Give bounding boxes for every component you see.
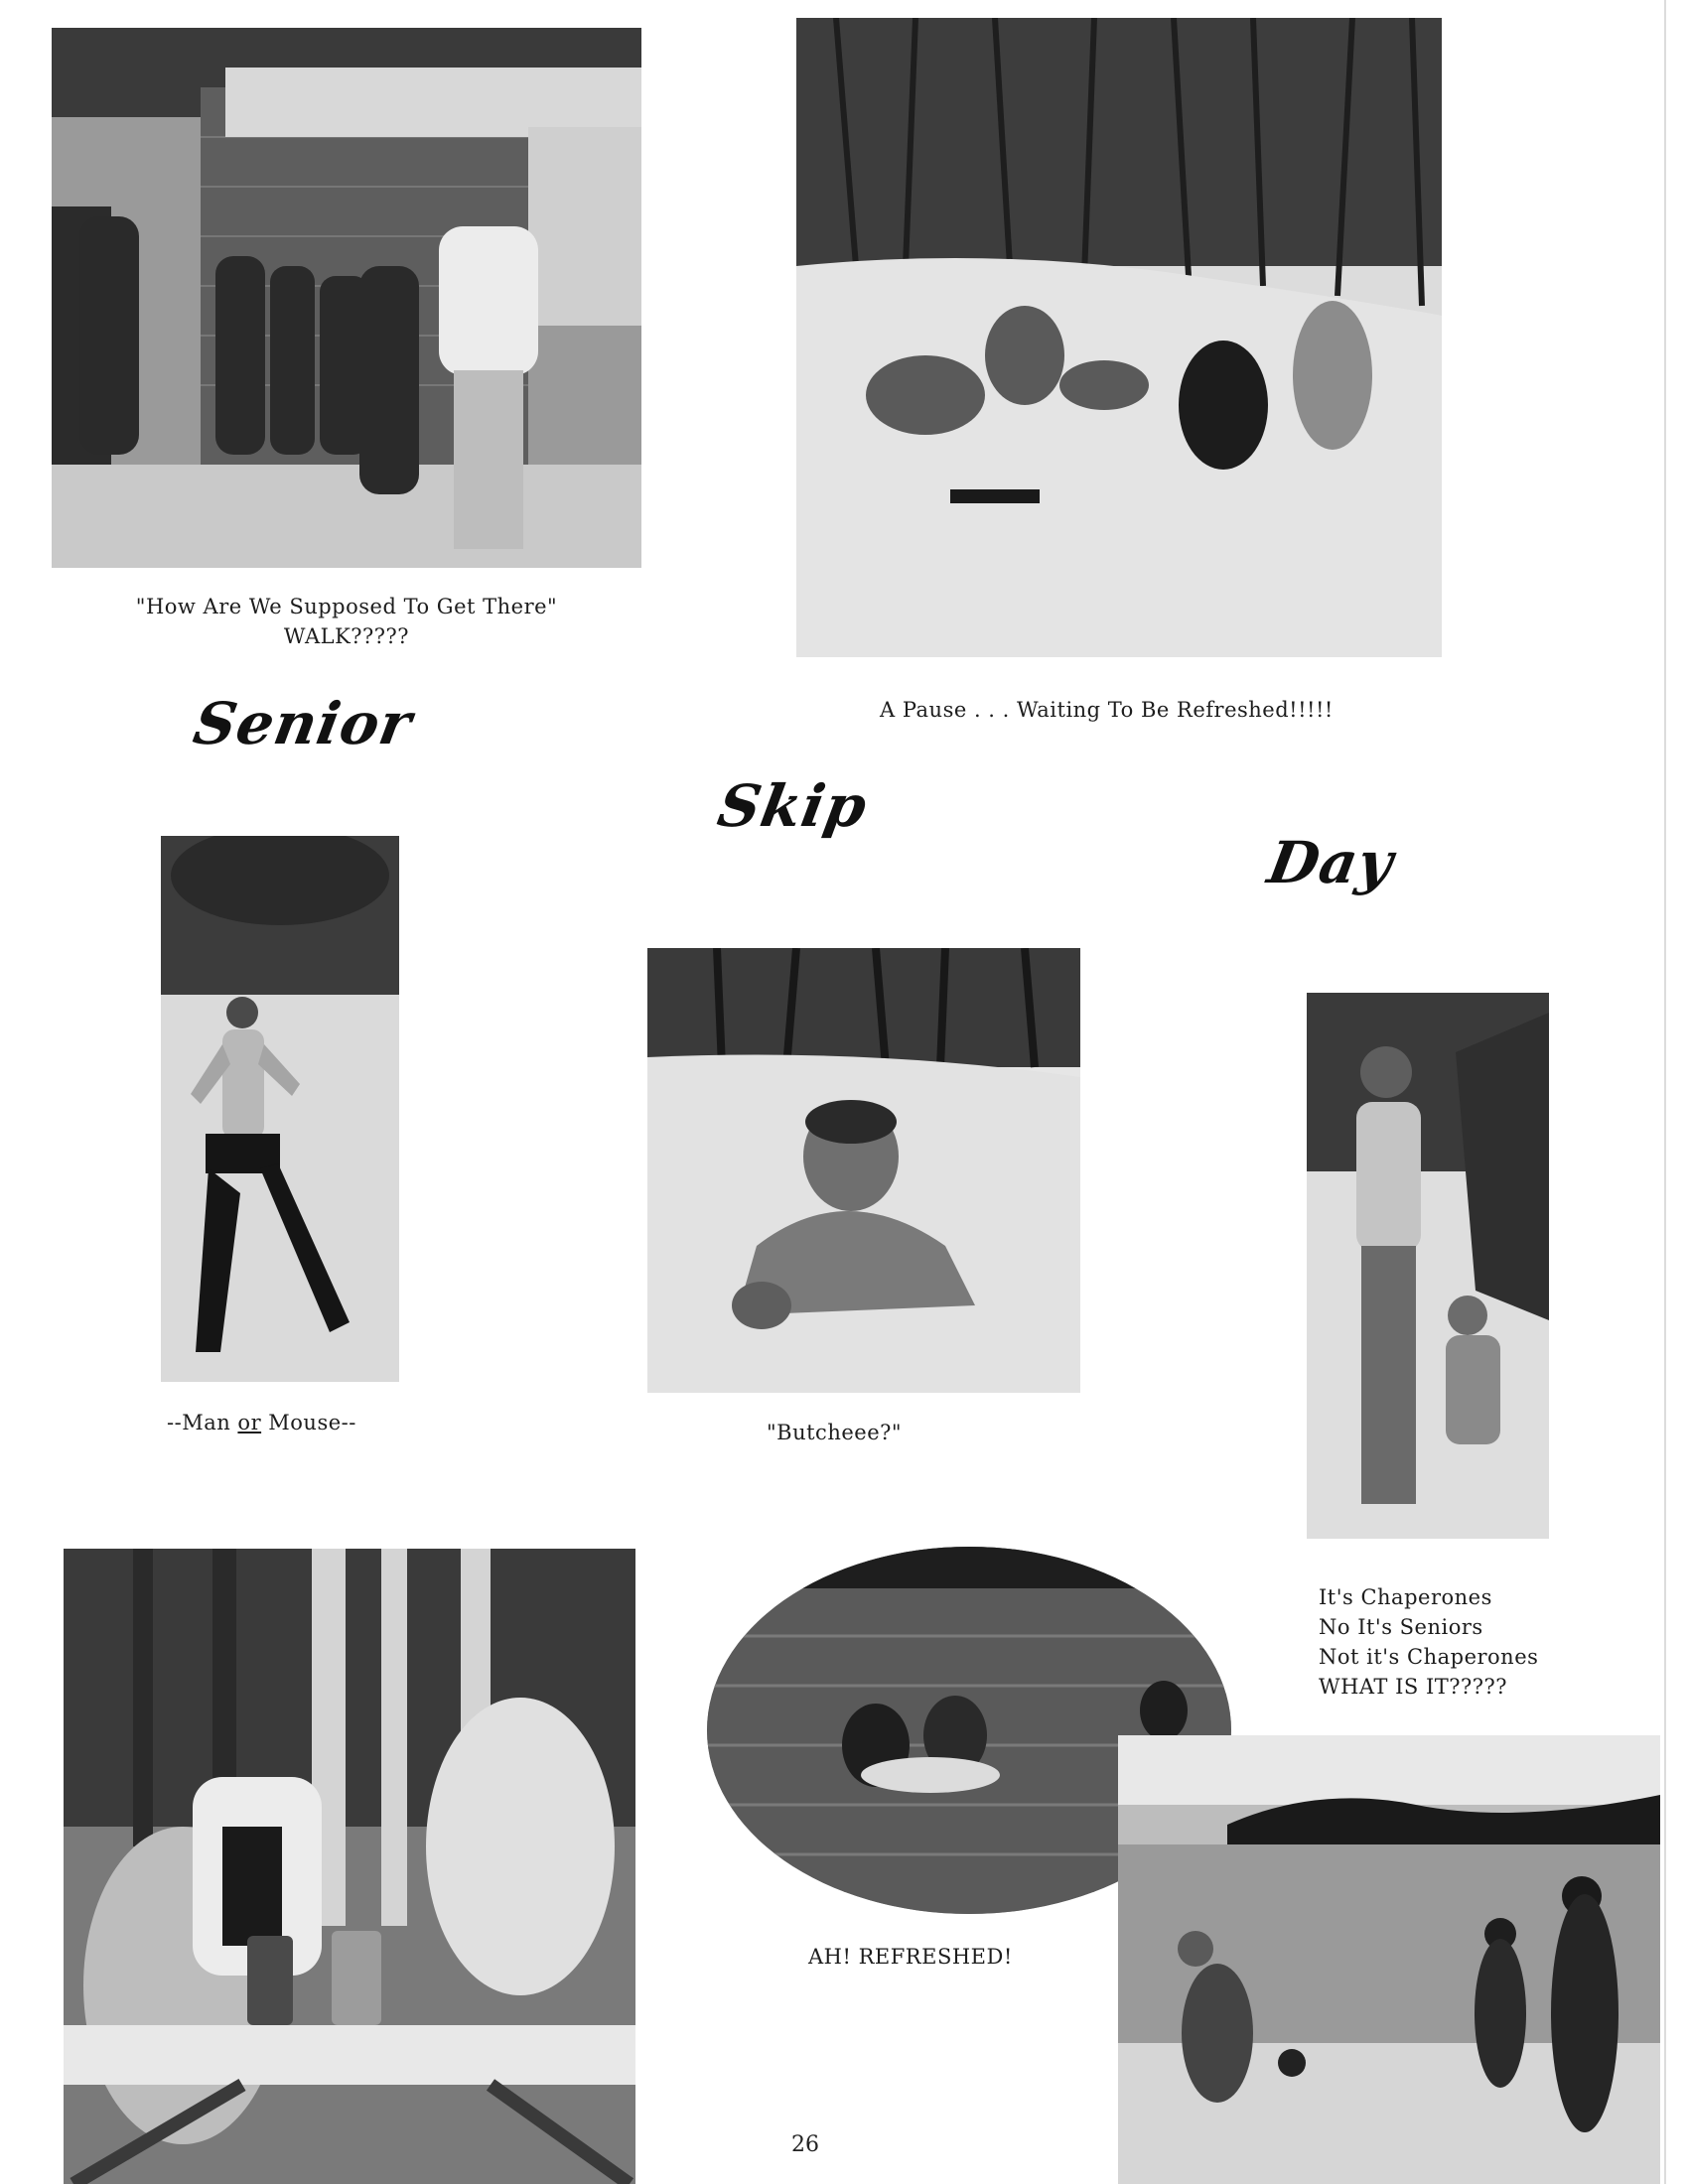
photo-butcheee xyxy=(647,948,1080,1393)
caption-pause: A Pause . . . Waiting To Be Refreshed!!!!! xyxy=(880,698,1334,722)
caption-chaperones-line1: It's Chaperones xyxy=(1319,1585,1492,1609)
caption-walk-line1: "How Are We Supposed To Get There" xyxy=(135,595,558,618)
page-number: 26 xyxy=(791,2132,819,2157)
caption-man-or: or xyxy=(237,1411,262,1434)
photo-sand-pause xyxy=(796,18,1442,657)
photo-man-or-mouse xyxy=(161,836,399,1382)
caption-chaperones-line2: No It's Seniors xyxy=(1319,1615,1483,1639)
photo-picnic-table xyxy=(64,1549,635,2184)
caption-walk-line2: WALK????? xyxy=(283,624,410,648)
caption-refreshed: AH! REFRESHED! xyxy=(808,1945,1013,1969)
caption-man-prefix: --Man xyxy=(167,1411,238,1434)
photo-group-at-building xyxy=(52,28,641,568)
caption-chaperones-line4: WHAT IS IT????? xyxy=(1319,1675,1508,1699)
photo-chaperones xyxy=(1307,993,1549,1539)
caption-walk xyxy=(52,592,641,651)
title-skip: Skip xyxy=(713,772,873,840)
caption-man-suffix: Mouse-- xyxy=(261,1411,356,1434)
caption-chaperones-line3: Not it's Chaperones xyxy=(1319,1645,1539,1669)
caption-butcheee: "Butcheee?" xyxy=(767,1421,903,1444)
page-edge xyxy=(1664,0,1666,2184)
title-day: Day xyxy=(1263,829,1399,896)
caption-man-or-mouse xyxy=(167,1408,356,1437)
caption-chaperones xyxy=(1319,1582,1538,1702)
photo-wading xyxy=(1118,1735,1660,2184)
title-senior: Senior xyxy=(189,690,418,757)
